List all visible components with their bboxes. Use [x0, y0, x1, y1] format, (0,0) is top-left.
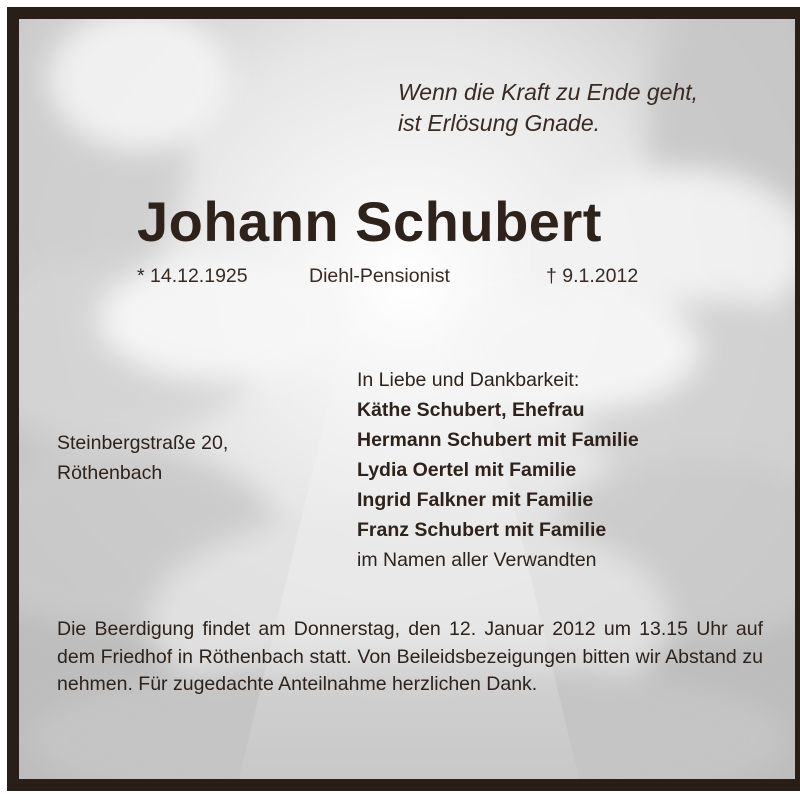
birth-date: * 14.12.1925 [137, 265, 248, 287]
address-block [57, 428, 317, 488]
mourners-closing: im Namen aller Verwandten [357, 549, 597, 571]
mourner-name: Käthe Schubert, Ehefrau [357, 399, 585, 421]
occupation: Diehl-Pensionist [309, 265, 450, 287]
deceased-name: Johann Schubert [137, 190, 602, 253]
obituary-content [19, 19, 795, 779]
mourner-name: Lydia Oertel mit Familie [357, 459, 577, 481]
funeral-notice: Die Beerdigung findet am Donnerstag, den 12. Januar 2012 um 13.15 Uhr auf dem Friedhof in Röthenbach statt. Von Beileidsbezeigungen bitten wir Abstand zu nehmen. Für zugedachte Anteilnahme herzlichen Dank. [57, 618, 763, 695]
epigraph-line-1: Wenn die Kraft zu Ende geht, [398, 79, 699, 105]
mourners-block [357, 365, 777, 575]
mourner-name: Ingrid Falkner mit Familie [357, 489, 594, 511]
mourner-name: Franz Schubert mit Familie [357, 519, 607, 541]
mourners-intro: In Liebe und Dankbarkeit: [357, 369, 580, 391]
address-city: Röthenbach [57, 462, 163, 484]
mourner-name: Hermann Schubert mit Familie [357, 429, 639, 451]
address-street: Steinbergstraße 20, [57, 432, 229, 454]
epigraph-line-2: ist Erlösung Gnade. [398, 110, 601, 136]
obituary-frame [7, 7, 800, 791]
epigraph [398, 77, 778, 139]
death-date: † 9.1.2012 [546, 265, 639, 287]
